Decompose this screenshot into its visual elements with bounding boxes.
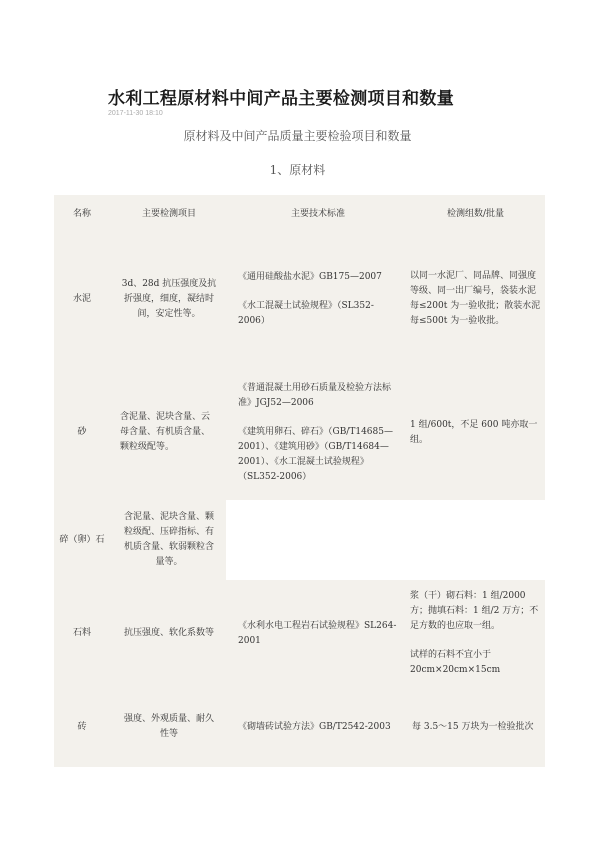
cement-items: 3d、28d 抗压强度及抗折强度，细度，凝结时间，安定性等。	[121, 278, 217, 319]
cement-standards	[226, 233, 404, 365]
gravel-name: 碎（卵）石	[54, 500, 110, 580]
stone-batch	[404, 580, 545, 687]
page-title: 水利工程原材料中间产品主要检测项目和数量	[108, 89, 454, 109]
brick-standard-text: 《砌墙砖试验方法》GB/T2542-2003	[238, 721, 391, 732]
sand-items: 含泥量、泥块含量、云母含量、有机质含量、颗粒级配等。	[120, 412, 211, 452]
cement-standard-2: 《水工混凝土试验规程》（SL352-2006）	[238, 300, 374, 326]
table-row-sand	[54, 365, 545, 500]
cement-batch: 以同一水泥厂、同品牌、同强度等级、同一出厂编号，袋装水泥每≤200t 为一验收批；散装水泥每≤500t 为一验收批。	[410, 271, 541, 326]
table-row-gravel	[54, 500, 545, 580]
header-items: 主要检测项目	[141, 208, 196, 219]
sand-standard-2: 《建筑用卵石、碎石》（GB/T14685—2001）、《建筑用砂》（GB/T14684—2001）、《水工混凝土试验规程》（SL352-2006）	[238, 426, 393, 482]
gravel-batch-empty	[404, 500, 545, 580]
gravel-items: 含泥量、泥块含量、颗粒级配、压碎指标、有机质含量、软弱颗粒含量等。	[110, 500, 226, 580]
brick-items: 强度、外观质量、耐久性等	[123, 714, 214, 739]
stone-items: 抗压强度、软化系数等	[123, 628, 214, 638]
stone-batch-1: 浆（干）砌石料：1 组/2000 方；抛填石料：1 组/2 万方；不足方数的也应取一组。	[410, 591, 539, 631]
sand-name: 砂	[77, 427, 87, 437]
brick-standard	[226, 687, 404, 767]
stone-batch-2: 试样的石料不宜小于 20cm×20cm×15cm	[410, 650, 501, 675]
brick-name: 砖	[77, 721, 87, 732]
table-header-row	[54, 195, 545, 233]
table-row-brick	[54, 687, 545, 767]
table-row-stone	[54, 580, 545, 687]
stone-standard	[226, 580, 404, 687]
brick-batch-text: 每 3.5～15 万块为一检验批次	[412, 721, 534, 732]
cement-name: 水泥	[72, 293, 91, 304]
stone-standard-text: 《水利水电工程岩石试验规程》SL264-2001	[238, 620, 397, 646]
stone-name: 石料	[72, 628, 91, 638]
table-row-cement	[54, 233, 545, 365]
publish-date: 2017-11-30 18:10	[108, 110, 163, 117]
sand-standard-1: 《普通混凝土用砂石质量及检验方法标准》JGJ52—2006	[238, 382, 392, 408]
header-batch: 检测组数/批量	[446, 208, 505, 219]
materials-table	[54, 195, 545, 767]
header-name: 名称	[72, 208, 91, 219]
sand-standards	[226, 365, 404, 500]
cement-standard-1: 《通用硅酸盐水泥》GB175—2007	[238, 271, 382, 282]
sand-batch: 1 组/600t，不足 600 吨亦取一组。	[410, 419, 538, 445]
header-standards: 主要技术标准	[290, 208, 345, 219]
document-subtitle: 原材料及中间产品质量主要检验项目和数量	[183, 129, 412, 143]
gravel-standards-empty	[226, 500, 404, 580]
brick-batch	[404, 687, 545, 767]
section-heading: 1、原材料	[269, 163, 326, 177]
